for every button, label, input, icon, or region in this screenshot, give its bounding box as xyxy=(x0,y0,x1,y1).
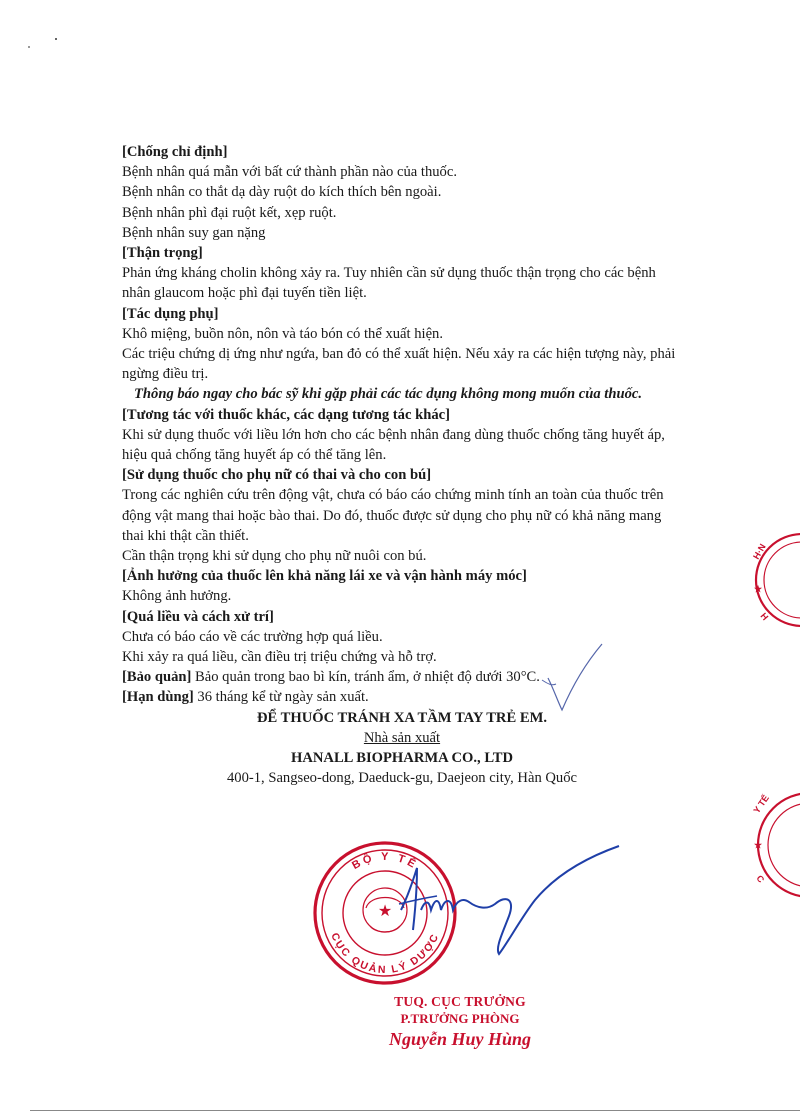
svg-text:CỤC QUẢN LÝ DƯỢC: CỤC QUẢN LÝ DƯỢC xyxy=(328,931,442,977)
storage-text: Bảo quản trong bao bì kín, tránh ẩm, ở nhiệt độ dưới 30°C. xyxy=(191,669,540,686)
svg-text:Y TẾ: Y TẾ xyxy=(751,793,772,816)
signature-icon xyxy=(395,840,625,960)
section-heading-shelf-life: [Hạn dùng] xyxy=(122,689,194,706)
text-line: Khi xảy ra quá liều, cần điều trị triệu chứng và hỗ trợ. xyxy=(122,649,437,666)
initials-signature-icon xyxy=(540,640,610,720)
partial-stamp-icon xyxy=(740,790,800,900)
manufacturer-address: 400-1, Sangseo-dong, Daeduck-gu, Daejeon city, Hàn Quốc xyxy=(226,770,577,787)
scan-speck xyxy=(55,38,57,40)
manufacturer-label-line xyxy=(122,728,682,748)
svg-text:★: ★ xyxy=(377,901,393,920)
svg-text:★: ★ xyxy=(754,584,763,594)
shelf-life-text: 36 tháng kể từ ngày sản xuất. xyxy=(193,689,369,706)
text-line: Không ảnh hưởng. xyxy=(122,588,232,605)
section-heading-contraindications: [Chống chỉ định] xyxy=(122,144,228,160)
signatory-block xyxy=(340,994,580,1050)
text-line: Khô miệng, buồn nôn, nôn và táo bón có thể xuất hiện. xyxy=(122,325,444,342)
manufacturer-label: Nhà sản xuất xyxy=(363,729,441,746)
text-line: Bệnh nhân suy gan nặng xyxy=(122,224,266,241)
signatory-title: TUQ. CỤC TRƯỞNG xyxy=(394,994,526,1009)
side-effects-warning: Thông báo ngay cho bác sỹ khi gặp phải các tác dụng không mong muốn của thuốc. xyxy=(134,386,643,403)
svg-text:★: ★ xyxy=(754,840,763,850)
section-heading-storage: [Bảo quản] xyxy=(122,669,192,686)
section-heading-overdose: [Quá liều và cách xử trí] xyxy=(122,608,274,625)
svg-text:BỘ Y TẾ: BỘ Y TẾ xyxy=(350,850,420,872)
svg-text:H·N: H·N xyxy=(751,542,768,561)
text-line: Chưa có báo cáo về các trường hợp quá liều. xyxy=(122,628,383,645)
section-heading-interactions: [Tương tác với thuốc khác, các dạng tương tác khác] xyxy=(122,406,450,423)
section-heading-driving: [Ảnh hưởng của thuốc lên khả năng lái xe và vận hành máy móc] xyxy=(122,568,527,585)
text-line: Khi sử dụng thuốc với liều lớn hơn cho các bệnh nhân đang dùng thuốc chống tăng huyết áp, hiệu quả chống tăng huyết áp có thể tăng lên. xyxy=(122,426,665,464)
section-heading-precautions: [Thận trọng] xyxy=(122,245,203,262)
partial-stamp-icon xyxy=(740,530,800,630)
text-line: Các triệu chứng dị ứng như ngứa, ban đỏ có thể xuất hiện. Nếu xảy ra các hiện tượng này, phải ngừng điều trị. xyxy=(122,346,676,383)
text-line: Trong các nghiên cứu trên động vật, chưa có báo cáo chứng minh tính an toàn của thuốc trên động vật mang thai hoặc bào thai. Do đó, thuốc được sử dụng cho phụ nữ có khả năng mang thai khi thật cần thiết. xyxy=(122,487,664,544)
text-line: Cần thận trọng khi sử dụng cho phụ nữ nuôi con bú. xyxy=(122,548,427,565)
page-bottom-rule xyxy=(30,1110,800,1111)
section-heading-pregnancy: [Sử dụng thuốc cho phụ nữ có thai và cho con bú] xyxy=(122,467,432,484)
keep-away-notice: ĐỂ THUỐC TRÁNH XA TẦM TAY TRẺ EM. xyxy=(256,709,548,726)
section-heading-side-effects: [Tác dụng phụ] xyxy=(122,305,219,322)
manufacturer-name: HANALL BIOPHARMA CO., LTD xyxy=(290,750,514,767)
signatory-subtitle: P.TRƯỞNG PHÒNG xyxy=(400,1011,520,1026)
svg-text:C: C xyxy=(754,873,767,885)
svg-text:H: H xyxy=(758,610,771,623)
signatory-name: Nguyễn Huy Hùng xyxy=(388,1029,532,1049)
scan-speck xyxy=(28,46,30,48)
text-line: Bệnh nhân co thắt dạ dày ruột do kích thích bên ngoài. xyxy=(122,184,442,201)
text-line: Bệnh nhân phì đại ruột kết, xẹp ruột. xyxy=(122,204,337,221)
text-line: Phản ứng kháng cholin không xảy ra. Tuy nhiên cần sử dụng thuốc thận trọng cho các bệnh nhân glaucom hoặc phì đại tuyến tiền liệt. xyxy=(122,265,656,302)
text-line: Bệnh nhân quá mẫn với bất cứ thành phần nào của thuốc. xyxy=(122,164,457,181)
